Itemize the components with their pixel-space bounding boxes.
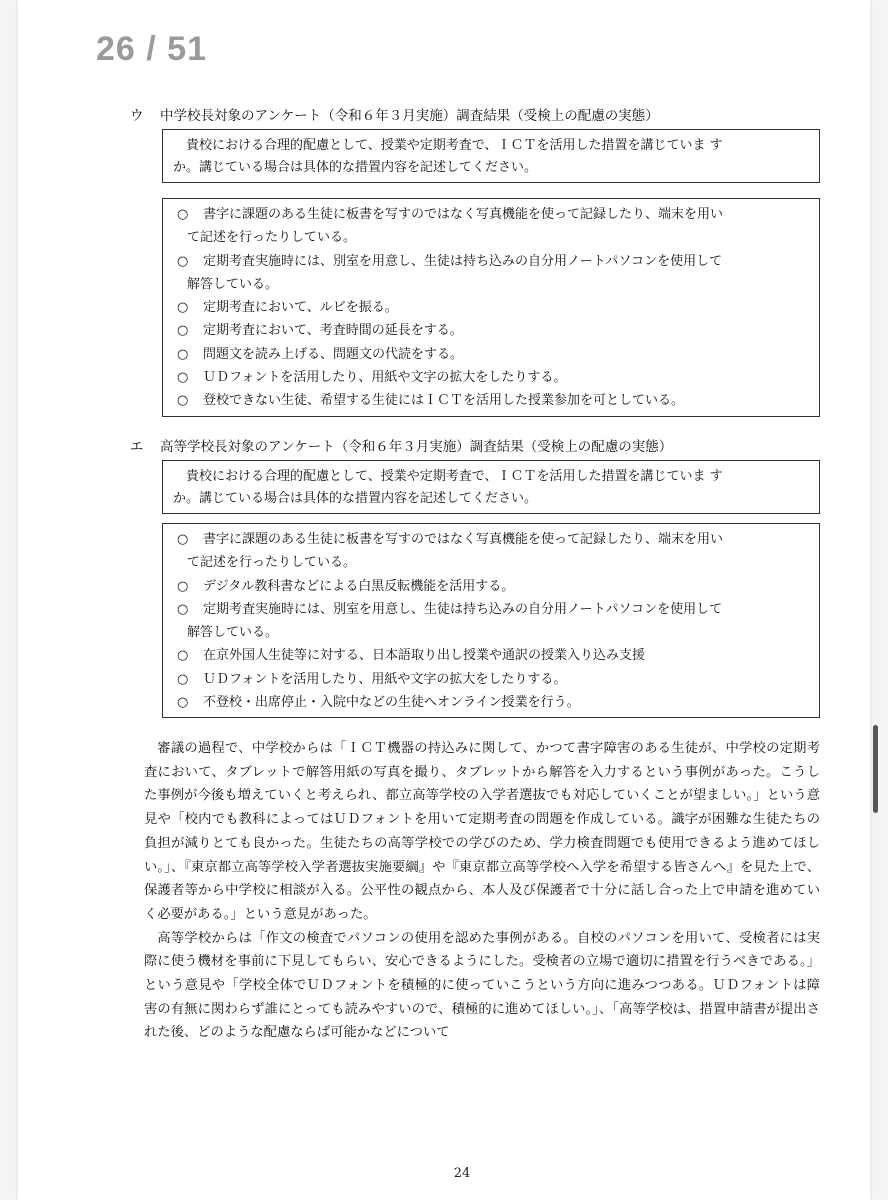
answer-line: 登校できない生徒、希望する生徒にはＩＣＴを活用した授業参加を可としている。	[203, 393, 685, 409]
answer-item	[173, 528, 809, 575]
section-heading-u	[130, 104, 659, 124]
answer-item	[173, 343, 809, 366]
question-box	[162, 460, 820, 514]
bullet: ○	[177, 648, 189, 664]
bullet: ○	[177, 207, 189, 222]
bullet: ○	[177, 578, 189, 594]
bullet: ○	[177, 346, 189, 362]
section-title: 高等学校長対象のアンケート（令和６年３月実施）調査結果（受検上の配慮の実態）	[160, 439, 673, 455]
answer-item	[173, 389, 809, 412]
answer-line: デジタル教科書などによる白黒反転機能を活用する。	[203, 578, 515, 594]
answer-line: 書字に課題のある生徒に板書を写すのではなく写真機能を使って記録したり、端末を用い	[203, 532, 724, 547]
answer-line: 定期考査において、ルビを振る。	[203, 300, 398, 316]
answer-line: 定期考査実施時には、別室を用意し、生徒は持ち込みの自分用ノートパソコンを使用して	[203, 601, 723, 617]
bullet: ○	[177, 671, 189, 687]
answer-line: 定期考査実施時には、別室を用意し、生徒は持ち込みの自分用ノートパソコンを使用して	[203, 253, 723, 269]
document-page	[18, 0, 870, 1200]
body-text	[144, 737, 820, 1045]
answer-line: 在京外国人生徒等に対する、日本語取り出し授業や通訳の授業入り込み支援	[203, 648, 646, 664]
answer-line: 不登校・出席停止・入院中などの生徒へオンライン授業を行う。	[203, 695, 580, 711]
bullet: ○	[177, 695, 189, 711]
scrollbar-thumb[interactable]	[873, 725, 878, 813]
answer-line: て記述を行ったりしている。	[187, 230, 357, 246]
section-mark: エ	[130, 439, 144, 455]
bullet: ○	[177, 323, 189, 339]
answer-line: 解答している。	[187, 625, 279, 641]
question-line: か。講じている場合は具体的な措置内容を記述してください。	[173, 160, 538, 175]
page-counter: 26 / 51	[96, 30, 207, 68]
question-box	[162, 129, 820, 183]
bullet: ○	[177, 370, 189, 386]
answer-item	[173, 691, 809, 714]
answer-item	[173, 644, 809, 667]
answer-item	[173, 668, 809, 691]
section-mark: ウ	[130, 108, 144, 124]
bullet: ○	[177, 300, 189, 316]
answer-item	[173, 296, 809, 319]
answer-item	[173, 366, 809, 389]
question-line: 貴校における合理的配慮として、授業や定期考査で、ＩＣＴを活用した措置を講じていま す	[173, 138, 723, 153]
answer-line: 書字に課題のある生徒に板書を写すのではなく写真機能を使って記録したり、端末を用い	[203, 207, 724, 222]
bullet: ○	[177, 532, 189, 547]
bullet: ○	[177, 601, 189, 617]
answer-box	[162, 523, 820, 718]
section-heading-e	[130, 435, 672, 455]
body-paragraph: 審議の過程で、中学校からは「ＩＣＴ機器の持込みに関して、かつて書字障害のある生徒が、中学校の定期考査において、タブレットで解答用紙の写真を撮り、タブレットから解答を入力するという事例があった。こうした事例が今後も増えていくと考えられ、都立高等学校の入学者選抜でも対応していくことが望ましい。」という意見や「校内でも教科によってはＵＤフォントを用いて定期考査の問題を作成している。識字が困難な生徒たちの負担が減りとても良かった。生徒たちの高等学校での学びのため、学力検査問題でも使用できるよう進めてほしい。」、『東京都立高等学校入学者選抜実施要綱』や『東京都立高等学校へ入学を希望する皆さんへ』を見た上で、保護者等から中学校に相談が入る。公平性の観点から、本人及び保護者で十分に話し合った上で申請を進めていく必要がある。」という意見があった。	[144, 741, 820, 922]
answer-item	[173, 598, 809, 645]
answer-box	[162, 198, 820, 417]
answer-line: 問題文を読み上げる、問題文の代読をする。	[203, 346, 464, 362]
answer-line: ＵＤフォントを活用したり、用紙や文字の拡大をしたりする。	[203, 370, 567, 386]
body-paragraph: 高等学校からは「作文の検査でパソコンの使用を認めた事例がある。自校のパソコンを用いて、受検者には実際に使う機材を事前に下見してもらい、安心できるようにした。受検者の立場で適切に措置を行うべきである。」という意見や「学校全体でＵＤフォントを積極的に使っていこうという方向に進みつつある。ＵＤフォントは障害の有無に関わらず誰にとっても読みやすいので、積極的に進めてほしい。」、「高等学校は、措置申請書が提出された後、どのような配慮ならば可能かなどについて	[144, 930, 820, 1041]
answer-item	[173, 575, 809, 598]
answer-line: ＵＤフォントを活用したり、用紙や文字の拡大をしたりする。	[203, 671, 567, 687]
bullet: ○	[177, 253, 189, 269]
answer-line: て記述を行ったりしている。	[187, 555, 357, 571]
question-line: か。講じている場合は具体的な措置内容を記述してください。	[173, 491, 538, 506]
answer-item	[173, 250, 809, 297]
section-title: 中学校長対象のアンケート（令和６年３月実施）調査結果（受検上の配慮の実態）	[160, 108, 659, 124]
answer-line: 定期考査において、考査時間の延長をする。	[203, 323, 463, 339]
answer-line: 解答している。	[187, 276, 279, 292]
answer-item	[173, 203, 809, 250]
answer-item	[173, 319, 809, 342]
page-number: 24	[453, 1166, 471, 1181]
question-line: 貴校における合理的配慮として、授業や定期考査で、ＩＣＴを活用した措置を講じていま す	[173, 469, 723, 484]
bullet: ○	[177, 393, 189, 409]
